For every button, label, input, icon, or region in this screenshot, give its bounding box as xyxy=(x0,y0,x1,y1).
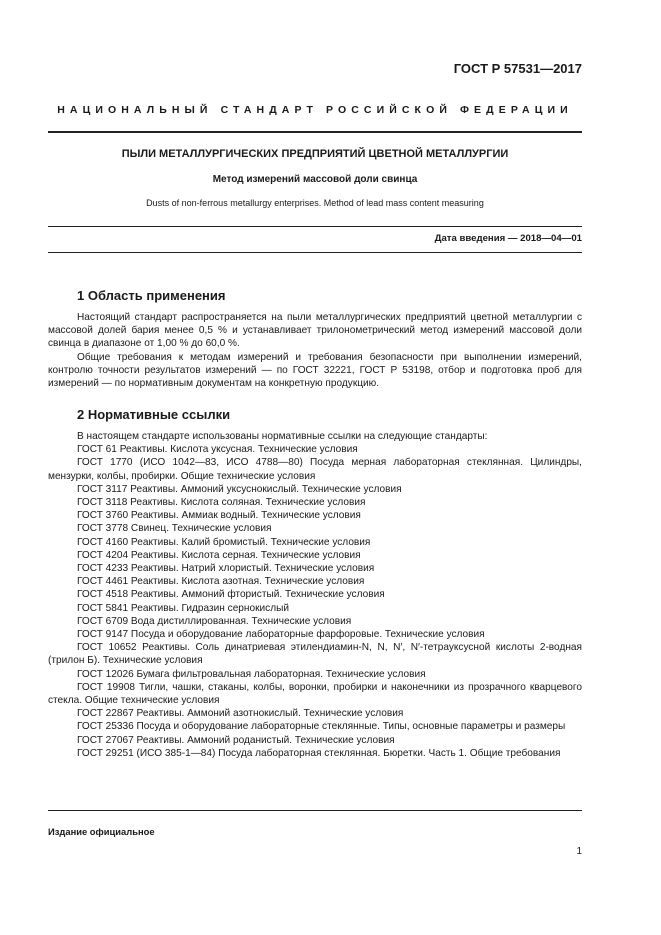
reference-item: ГОСТ 9147 Посуда и оборудование лабораторные фарфоровые. Технические условия xyxy=(77,629,485,641)
reference-item: ГОСТ 12026 Бумага фильтровальная лабораторная. Технические условия xyxy=(77,668,426,680)
footer-divider xyxy=(48,810,582,811)
document-subtitle: Метод измерений массовой доли свинца xyxy=(212,174,418,185)
reference-item: ГОСТ 4204 Реактивы. Кислота серная. Технические условия xyxy=(77,549,361,561)
reference-item: ГОСТ 19908 Тигли, чашки, стаканы, колбы, воронки, пробирки и наконечники из прозрачного кварцевого стекла. Общие технические условия xyxy=(48,681,582,707)
normative-references-list xyxy=(48,430,582,760)
reference-item: ГОСТ 3778 Свинец. Технические условия xyxy=(77,523,272,535)
document-title-english: Dusts of non-ferrous metallurgy enterprises. Method of lead mass content measuring xyxy=(146,198,484,208)
reference-item: ГОСТ 10652 Реактивы. Соль динатриевая этилендиамин-N, N, N′, N′-тетрауксусной кислоты 2-водная (трилон Б). Технические условия xyxy=(48,642,582,667)
title-divider xyxy=(48,226,582,227)
document-code: ГОСТ Р 57531—2017 xyxy=(453,61,582,76)
reference-item: ГОСТ 1770 (ИСО 1042—83, ИСО 4788—80) Посуда мерная лабораторная стеклянная. Цилиндры, мензурки, колбы, пробирки. Общие технические условия xyxy=(48,457,582,482)
reference-item: ГОСТ 3760 Реактивы. Аммиак водный. Технические условия xyxy=(77,510,361,522)
reference-item: ГОСТ 25336 Посуда и оборудование лабораторные стеклянные. Типы, основные параметры и размеры xyxy=(77,721,566,733)
national-standard-banner: НАЦИОНАЛЬНЫЙ СТАНДАРТ РОССИЙСКОЙ ФЕДЕРАЦИИ xyxy=(57,104,573,116)
section-2-heading: 2 Нормативные ссылки xyxy=(77,407,231,422)
references-intro: В настоящем стандарте использованы нормативные ссылки на следующие стандарты: xyxy=(77,431,488,442)
reference-item: ГОСТ 29251 (ИСО 385-1—84) Посуда лабораторная стеклянная. Бюретки. Часть 1. Общие требования xyxy=(77,747,561,759)
edition-label: Издание официальное xyxy=(48,826,155,837)
reference-item: ГОСТ 4461 Реактивы. Кислота азотная. Технические условия xyxy=(77,576,365,588)
reference-item: ГОСТ 4233 Реактивы. Натрий хлористый. Технические условия xyxy=(77,563,375,575)
date-divider xyxy=(48,252,582,253)
document-title: ПЫЛИ МЕТАЛЛУРГИЧЕСКИХ ПРЕДПРИЯТИЙ ЦВЕТНОЙ МЕТАЛЛУРГИИ xyxy=(121,148,509,160)
reference-item: ГОСТ 3117 Реактивы. Аммоний уксуснокислый. Технические условия xyxy=(77,483,402,495)
reference-item: ГОСТ 6709 Вода дистиллированная. Технические условия xyxy=(77,615,352,627)
reference-item: ГОСТ 22867 Реактивы. Аммоний азотнокислый. Технические условия xyxy=(77,708,404,720)
section-1-heading: 1 Область применения xyxy=(77,288,226,303)
banner-divider xyxy=(48,131,582,133)
page-number: 1 xyxy=(576,846,582,857)
reference-item: ГОСТ 61 Реактивы. Кислота уксусная. Технические условия xyxy=(77,444,358,456)
section-1-paragraph: Общие требования к методам измерений и требования безопасности при выполнении измерений, контролю точности результатов измерений — по ГОСТ 32221, ГОСТ Р 53198, отбор и подготовка проб для измерений — по нормативным документам на конкретную продукцию. xyxy=(48,352,582,390)
reference-item: ГОСТ 27067 Реактивы. Аммоний роданистый. Технические условия xyxy=(77,734,395,746)
introduction-date: Дата введения — 2018—04—01 xyxy=(434,233,582,244)
reference-item: ГОСТ 3118 Реактивы. Кислота соляная. Технические условия xyxy=(77,497,366,509)
reference-item: ГОСТ 5841 Реактивы. Гидразин сернокислый xyxy=(77,602,289,614)
section-1-paragraph: Настоящий стандарт распространяется на пыли металлургических предприятий цветной металлургии с массовой долей бария менее 0,5 % и устанавливает трилонометрический метод измерений массовой доли свинца в диапазоне от 1,00 % до 60,0 %. xyxy=(48,312,582,350)
reference-item: ГОСТ 4518 Реактивы. Аммоний фтористый. Технические условия xyxy=(77,589,385,601)
reference-item: ГОСТ 4160 Реактивы. Калий бромистый. Технические условия xyxy=(77,536,371,548)
